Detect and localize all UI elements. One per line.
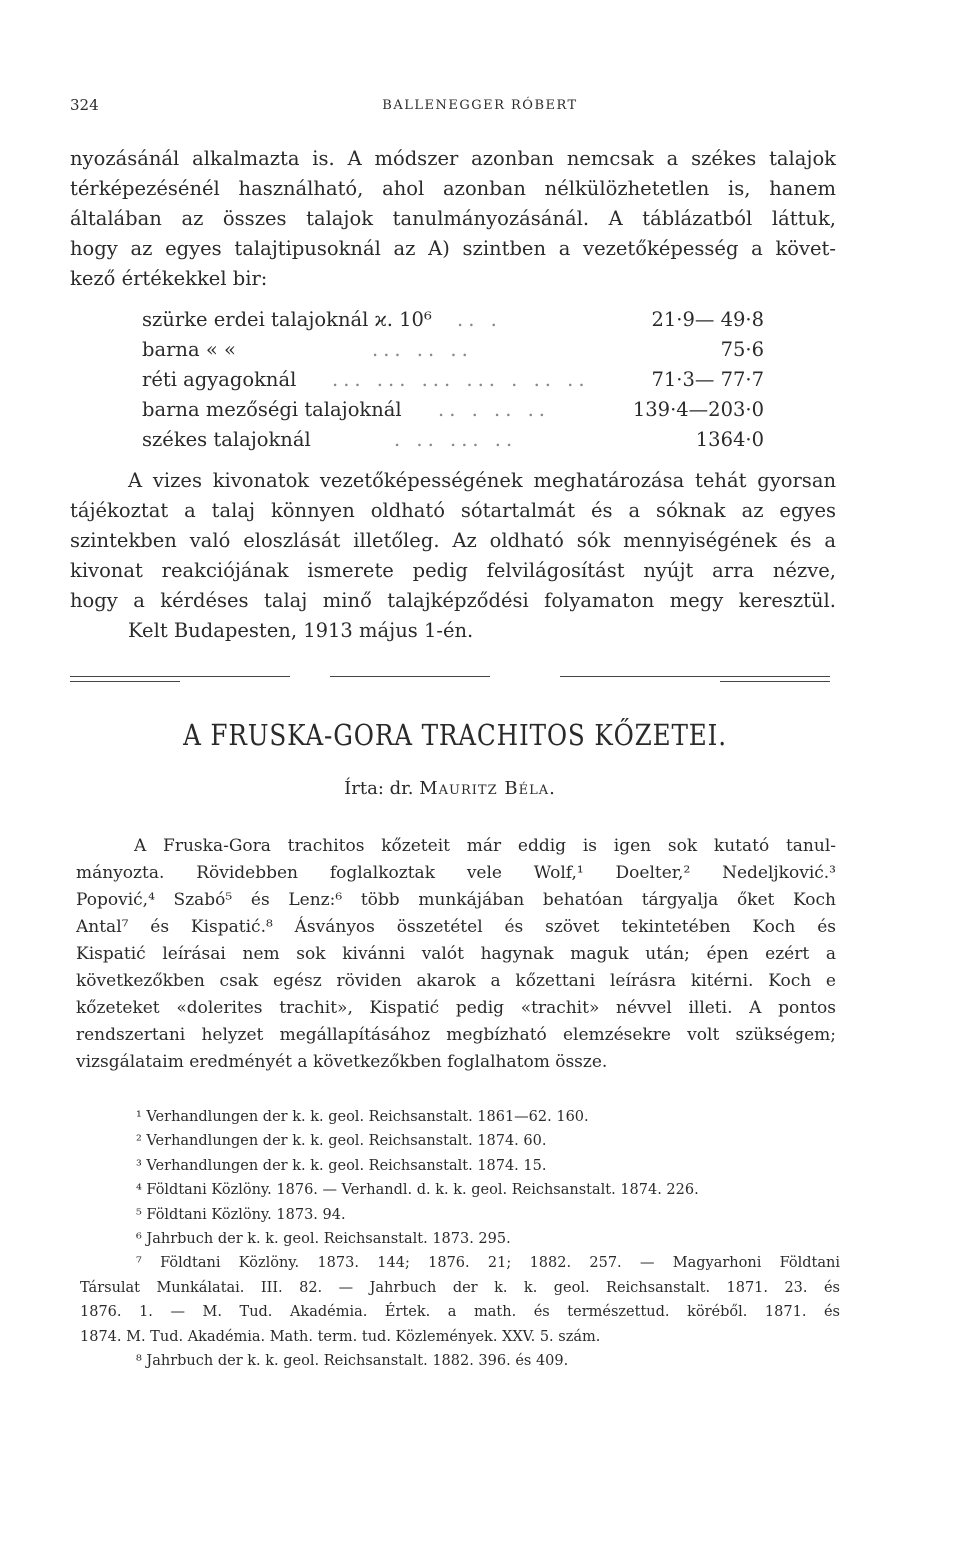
table-value: 139·4—203·0 <box>632 398 764 421</box>
divider <box>70 676 290 677</box>
text-line: szintekben való eloszlását illetőleg. Az oldható sók mennyiségének és a <box>70 529 836 552</box>
footnote: ⁸ Jahrbuch der k. k. geol. Reichsanstalt. 1882. 396. és 409. <box>136 1352 569 1369</box>
paragraph-conclusion <box>70 466 836 646</box>
text-line: kivonat reakciójának ismerete pedig felvilágosítást nyújt arra nézve, <box>70 559 836 582</box>
text-line: vizsgálataim eredményét a következőkben foglalhatom össze. <box>76 1052 608 1072</box>
article-title: A FRUSKA-GORA TRACHITOS KŐZETEI. <box>183 718 727 752</box>
footnote: ³ Verhandlungen der k. k. geol. Reichsanstalt. 1874. 15. <box>136 1157 547 1174</box>
footnote: ⁶ Jahrbuch der k. k. geol. Reichsanstalt. 1873. 295. <box>136 1230 511 1247</box>
leader-dots: .. . <box>457 308 502 331</box>
footnote: ² Verhandlungen der k. k. geol. Reichsanstalt. 1874. 60. <box>136 1133 547 1150</box>
paragraph-intro <box>70 144 836 294</box>
table-row <box>142 335 764 365</box>
footnote: 1874. M. Tud. Akadémia. Math. term. tud. Közlemények. XXV. 5. szám. <box>80 1328 601 1345</box>
table-label: székes talajoknál <box>142 428 311 451</box>
text-line: térképezésénél használható, ahol azonban nélkülözhetetlen is, hanem <box>70 177 836 200</box>
text-line: hogy az egyes talajtipusoknál az A) szintben a vezetőképesség a követ- <box>70 237 836 260</box>
text-line: nyozásánál alkalmazta is. A módszer azonban nemcsak a székes talajok <box>70 147 836 170</box>
table-label: barna mezőségi talajoknál <box>142 398 402 421</box>
text-line: tájékoztat a talaj könnyen oldható sótartalmát és a sóknak az egyes <box>70 499 836 522</box>
table-label: szürke erdei talajoknál ϰ. 10⁶ <box>142 308 432 331</box>
table-label: barna « « <box>142 338 236 361</box>
text-line: hogy a kérdéses talaj minő talajképződési folyamaton megy keresztül. <box>70 589 836 612</box>
footnote: ⁵ Földtani Közlöny. 1873. 94. <box>136 1206 346 1223</box>
text-line: A vizes kivonatok vezetőképességének meghatározása tehát gyorsan <box>128 469 836 492</box>
running-title: BALLENEGGER RÓBERT <box>382 98 578 113</box>
text-line: A Fruska-Gora trachitos kőzeteit már eddig is igen sok kutató tanul- <box>134 836 836 856</box>
table-value: 75·6 <box>720 338 764 361</box>
text-line: mányozta. Rövidebben foglalkoztak vele Wolf,¹ Doelter,² Nedeljković.³ <box>76 863 836 883</box>
page-header <box>70 96 890 118</box>
text-line: Kelt Budapesten, 1913 május 1-én. <box>128 619 474 642</box>
text-line: általában az összes talajok tanulmányozásánál. A táblázatból láttuk, <box>70 207 836 230</box>
leader-dots: . .. ... .. <box>394 428 518 451</box>
table-row <box>142 425 764 455</box>
footnote: 1876. 1. — M. Tud. Akadémia. Értek. a math. és természettud. köréből. 1871. és <box>80 1304 840 1321</box>
leader-dots: ... .. .. <box>372 338 473 361</box>
table-row <box>142 305 764 335</box>
table-value: 21·9— 49·8 <box>651 308 764 331</box>
author-name: Mauritz Béla. <box>419 778 556 799</box>
text-line: Antal⁷ és Kispatić.⁸ Ásványos összetétel és szövet tekintetében Koch és <box>76 917 836 937</box>
leader-dots: .. . .. .. <box>438 398 550 421</box>
table-value: 71·3— 77·7 <box>651 368 764 391</box>
footnote: ⁴ Földtani Közlöny. 1876. — Verhandl. d. k. k. geol. Reichsanstalt. 1874. 226. <box>136 1182 699 1199</box>
footnotes <box>80 1105 840 1373</box>
table-label: réti agyagoknál <box>142 368 297 391</box>
footnote: ¹ Verhandlungen der k. k. geol. Reichsanstalt. 1861—62. 160. <box>136 1109 589 1125</box>
leader-dots: ... ... ... ... . .. .. <box>332 368 590 391</box>
table-value: 1364·0 <box>695 428 764 451</box>
footnote: ⁷ Földtani Közlöny. 1873. 144; 1876. 21; 1882. 257. — Magyarhoni Földtani <box>136 1255 840 1272</box>
text-line: kező értékekkel bir: <box>70 267 268 290</box>
divider <box>70 681 180 682</box>
table-row <box>142 365 764 395</box>
table-row <box>142 395 764 425</box>
text-line: kőzeteket «dolerites trachit», Kispatić pedig «trachit» névvel illeti. A pontos <box>76 998 836 1018</box>
page-number: 324 <box>70 96 99 114</box>
paragraph-article <box>76 833 836 1076</box>
divider <box>560 676 830 677</box>
text-line: rendszertani helyzet megállapításához megbízható elemzésekre volt szükségem; <box>76 1025 836 1045</box>
conductivity-table <box>142 305 764 455</box>
text-line: Kispatić leírásai nem sok kivánni valót hagynak maguk után; épen ezért a <box>76 944 836 964</box>
divider <box>720 681 830 682</box>
text-line: Popović,⁴ Szabó⁵ és Lenz:⁶ több munkájában behatóan tárgyalja őket Koch <box>76 890 836 910</box>
footnote: Társulat Munkálatai. III. 82. — Jahrbuch der k. k. geol. Reichsanstalt. 1871. 23. és <box>80 1279 840 1296</box>
article-byline <box>0 778 900 799</box>
divider <box>330 676 490 677</box>
byline-prefix: Írta: dr. <box>344 778 414 799</box>
text-line: következőkben csak egész röviden akarok a kőzettani leírásra kitérni. Koch e <box>76 971 836 991</box>
